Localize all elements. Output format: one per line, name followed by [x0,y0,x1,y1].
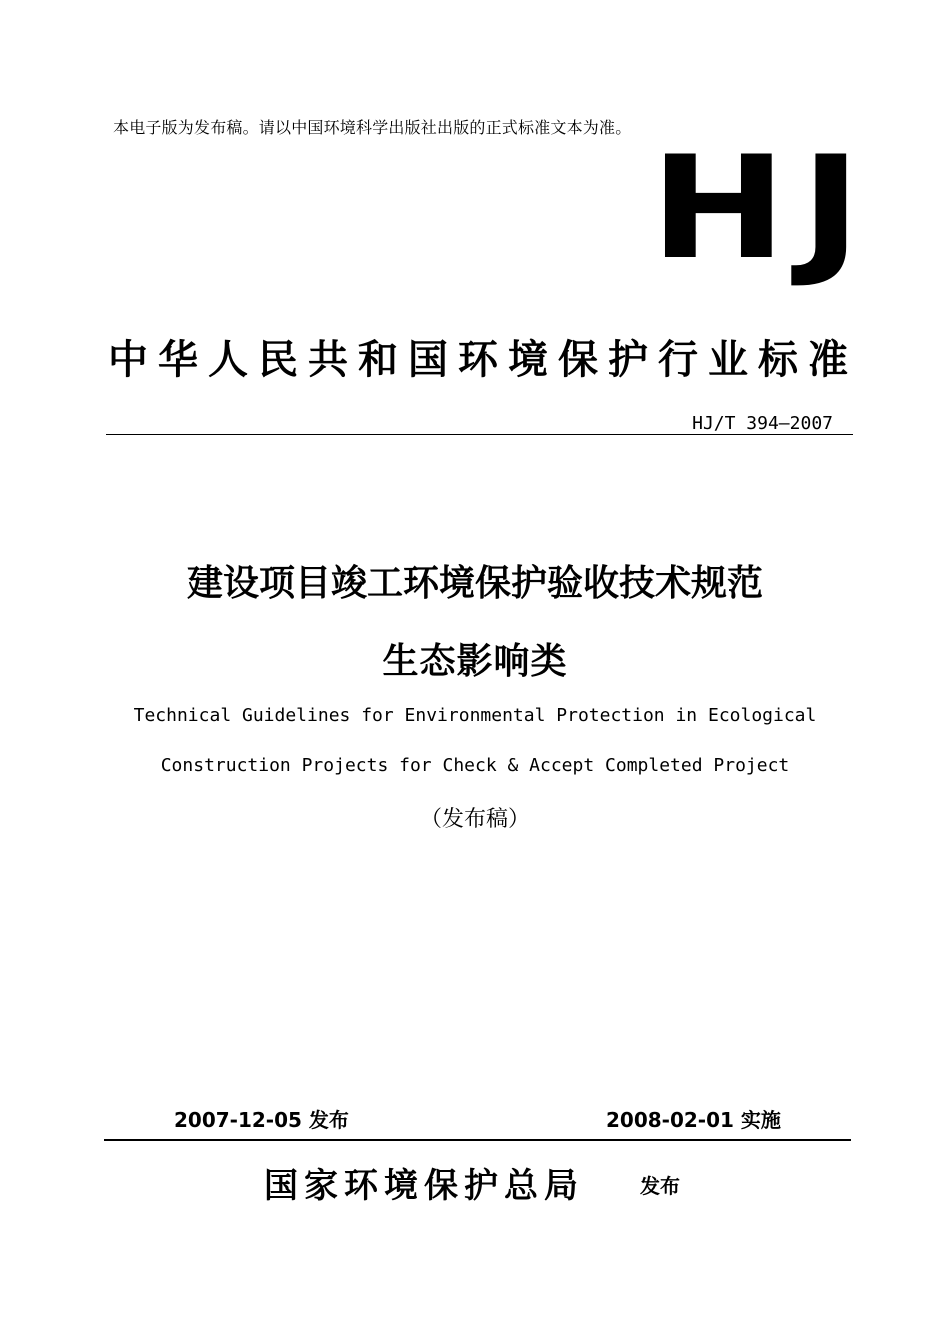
standard-code: HJ/T 394—2007 [692,413,833,434]
document-subtitle: 生态影响类 [382,641,568,682]
bottom-divider [104,1139,851,1141]
edition-notice: 本电子版为发布稿。请以中国环境科学出版社出版的正式标准文本为准。 [113,118,632,137]
english-title-line-1: Technical Guidelines for Environmental Protection in Ecological [133,705,817,726]
issuing-authority: 国家环境保护总局 [264,1166,584,1206]
top-divider [106,434,853,435]
english-title-line-2: Construction Projects for Check & Accept Completed Project [160,755,790,776]
draft-label: （发布稿） [419,807,530,832]
hj-logo: HJ [650,126,876,291]
issue-date: 2007-12-05 发布 [174,1108,349,1132]
effective-date: 2008-02-01 实施 [606,1108,781,1132]
document-title: 建设项目竣工环境保护验收技术规范 [186,563,763,604]
standard-category-title: 中华人民共和国环境保护行业标准 [108,337,858,383]
issuing-action: 发布 [640,1174,680,1198]
